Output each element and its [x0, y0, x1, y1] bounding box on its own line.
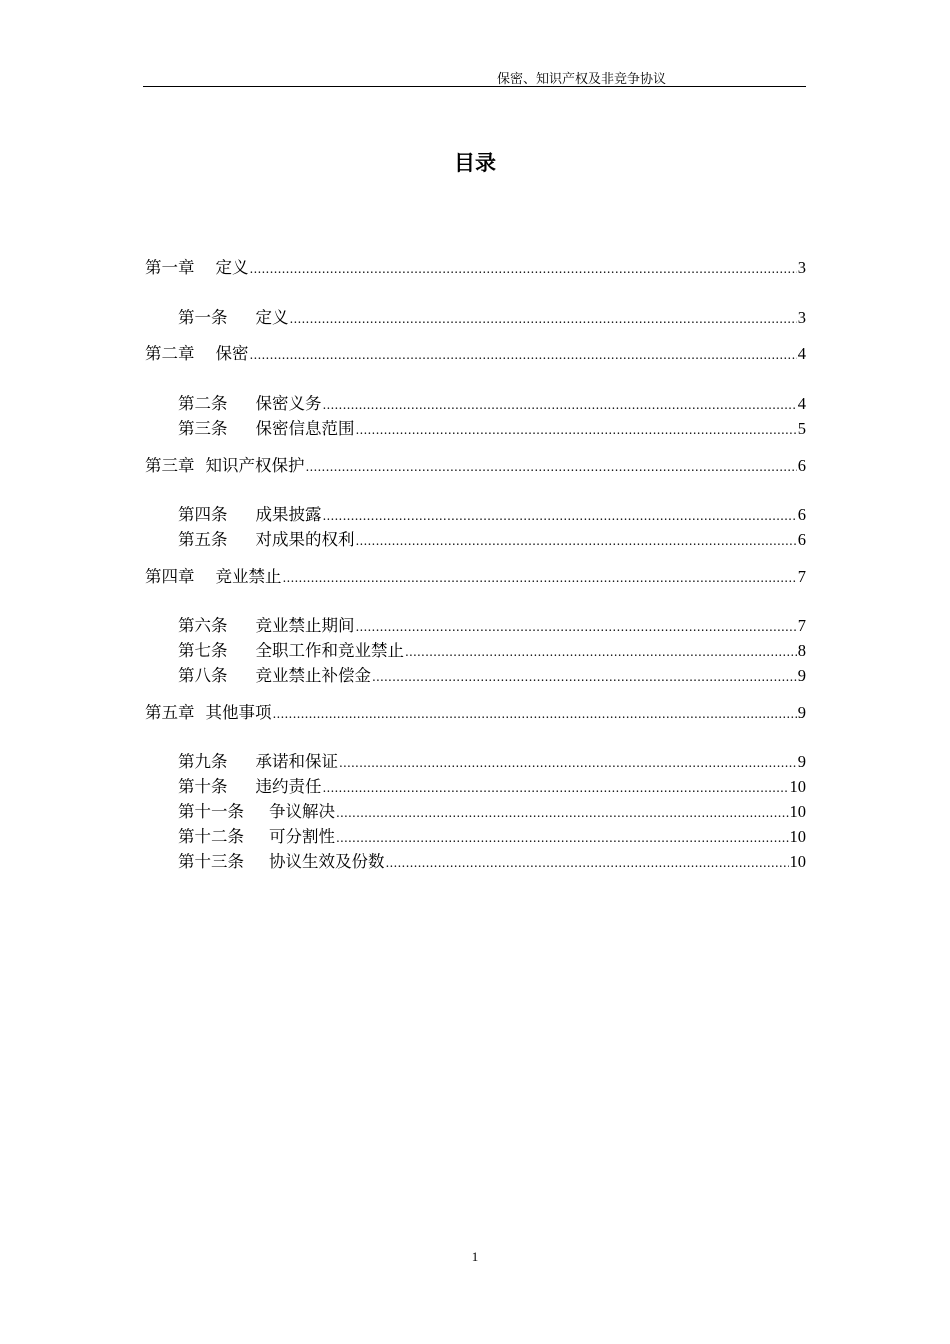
- toc-article-6[interactable]: [178, 615, 806, 638]
- toc-chapter-5[interactable]: [145, 702, 806, 725]
- toc-article-9[interactable]: [178, 751, 806, 774]
- toc-article-13[interactable]: [178, 851, 806, 874]
- dot-leader: [306, 455, 797, 478]
- dot-leader: [405, 640, 797, 663]
- dot-leader: [386, 851, 789, 874]
- toc-article-5[interactable]: [178, 529, 806, 552]
- toc-article-2[interactable]: [178, 393, 806, 416]
- page-number: 1: [471, 1249, 479, 1264]
- toc-entry-title: 保密信息范围: [255, 419, 355, 438]
- toc-entry-page: 3: [797, 308, 806, 327]
- toc-entry-number: 第八条: [178, 666, 228, 685]
- toc-entry-number: 第三条: [178, 419, 228, 438]
- dot-leader: [372, 665, 797, 688]
- toc-chapter-1[interactable]: [145, 257, 806, 280]
- toc-entry-page: 3: [797, 258, 806, 277]
- toc-title: 目录: [454, 151, 496, 175]
- toc-article-8[interactable]: [178, 665, 806, 688]
- toc-entry-title: 保密: [215, 344, 249, 363]
- toc-entry-number: 第四条: [178, 505, 228, 524]
- toc-entry-number: 第五条: [178, 530, 228, 549]
- toc-entry-number: 第三章: [145, 456, 195, 475]
- toc-chapter-4[interactable]: [145, 566, 806, 589]
- toc-entry-page: 7: [797, 616, 806, 635]
- toc-entry-title: 竞业禁止补偿金: [255, 666, 371, 685]
- dot-leader: [290, 307, 797, 330]
- toc-entry-title: 竞业禁止: [215, 567, 282, 586]
- header-rule: [143, 86, 806, 87]
- toc-entry-number: 第十条: [178, 777, 228, 796]
- toc-entry-number: 第十二条: [178, 827, 244, 846]
- toc-entry-title: 竞业禁止期间: [255, 616, 355, 635]
- dot-leader: [336, 826, 789, 849]
- dot-leader: [250, 257, 797, 280]
- toc-entry-page: 4: [797, 344, 806, 363]
- toc-entry-page: 8: [797, 641, 806, 660]
- dot-leader: [336, 801, 789, 824]
- dot-leader: [356, 615, 797, 638]
- toc-entry-number: 第一条: [178, 308, 228, 327]
- toc-chapter-2[interactable]: [145, 343, 806, 366]
- toc-entry-page: 6: [797, 456, 806, 475]
- toc-entry-number: 第七条: [178, 641, 228, 660]
- toc-chapter-3[interactable]: [145, 455, 806, 478]
- toc-entry-page: 6: [797, 530, 806, 549]
- toc-article-12[interactable]: [178, 826, 806, 849]
- dot-leader: [273, 702, 797, 725]
- toc-entry-title: 保密义务: [255, 394, 322, 413]
- toc-entry-title: 争议解决: [269, 802, 335, 821]
- toc-entry-page: 10: [789, 827, 806, 846]
- dot-leader: [250, 343, 797, 366]
- toc-article-1[interactable]: [178, 307, 806, 330]
- toc-entry-title: 成果披露: [255, 505, 322, 524]
- toc-entry-title: 对成果的权利: [255, 530, 355, 549]
- toc-entry-number: 第二章: [145, 344, 195, 363]
- toc-entry-number: 第十三条: [178, 852, 244, 871]
- toc-entry-title: 定义: [255, 308, 289, 327]
- toc-entry-number: 第二条: [178, 394, 228, 413]
- toc-entry-number: 第五章: [145, 703, 195, 722]
- toc-entry-number: 第四章: [145, 567, 195, 586]
- dot-leader: [356, 418, 797, 441]
- dot-leader: [339, 751, 797, 774]
- toc-entry-title: 知识产权保护: [205, 456, 305, 475]
- dot-leader: [323, 393, 797, 416]
- toc-article-7[interactable]: [178, 640, 806, 663]
- toc-entry-number: 第一章: [145, 258, 195, 277]
- toc-entry-page: 10: [789, 802, 806, 821]
- toc-entry-title: 其他事项: [205, 703, 272, 722]
- toc-entry-number: 第十一条: [178, 802, 244, 821]
- toc-entry-number: 第六条: [178, 616, 228, 635]
- toc-entry-page: 9: [797, 703, 806, 722]
- toc-article-11[interactable]: [178, 801, 806, 824]
- dot-leader: [283, 566, 797, 589]
- toc-entry-title: 可分割性: [269, 827, 335, 846]
- toc-entry-title: 定义: [215, 258, 249, 277]
- toc-article-10[interactable]: [178, 776, 806, 799]
- toc-entry-page: 10: [789, 852, 806, 871]
- toc-entry-title: 承诺和保证: [255, 752, 338, 771]
- toc-entry-page: 4: [797, 394, 806, 413]
- toc-entry-page: 9: [797, 666, 806, 685]
- toc-entry-page: 6: [797, 505, 806, 524]
- toc-entry-page: 7: [797, 567, 806, 586]
- toc-entry-page: 9: [797, 752, 806, 771]
- toc-article-4[interactable]: [178, 504, 806, 527]
- toc-entry-title: 违约责任: [255, 777, 322, 796]
- running-header: 保密、知识产权及非竞争协议: [497, 72, 667, 87]
- dot-leader: [323, 776, 789, 799]
- dot-leader: [356, 529, 797, 552]
- toc-article-3[interactable]: [178, 418, 806, 441]
- toc-entry-title: 协议生效及份数: [269, 852, 385, 871]
- toc-entry-number: 第九条: [178, 752, 228, 771]
- toc-entry-page: 10: [789, 777, 806, 796]
- toc-entry-title: 全职工作和竞业禁止: [255, 641, 404, 660]
- toc-entry-page: 5: [797, 419, 806, 438]
- dot-leader: [323, 504, 797, 527]
